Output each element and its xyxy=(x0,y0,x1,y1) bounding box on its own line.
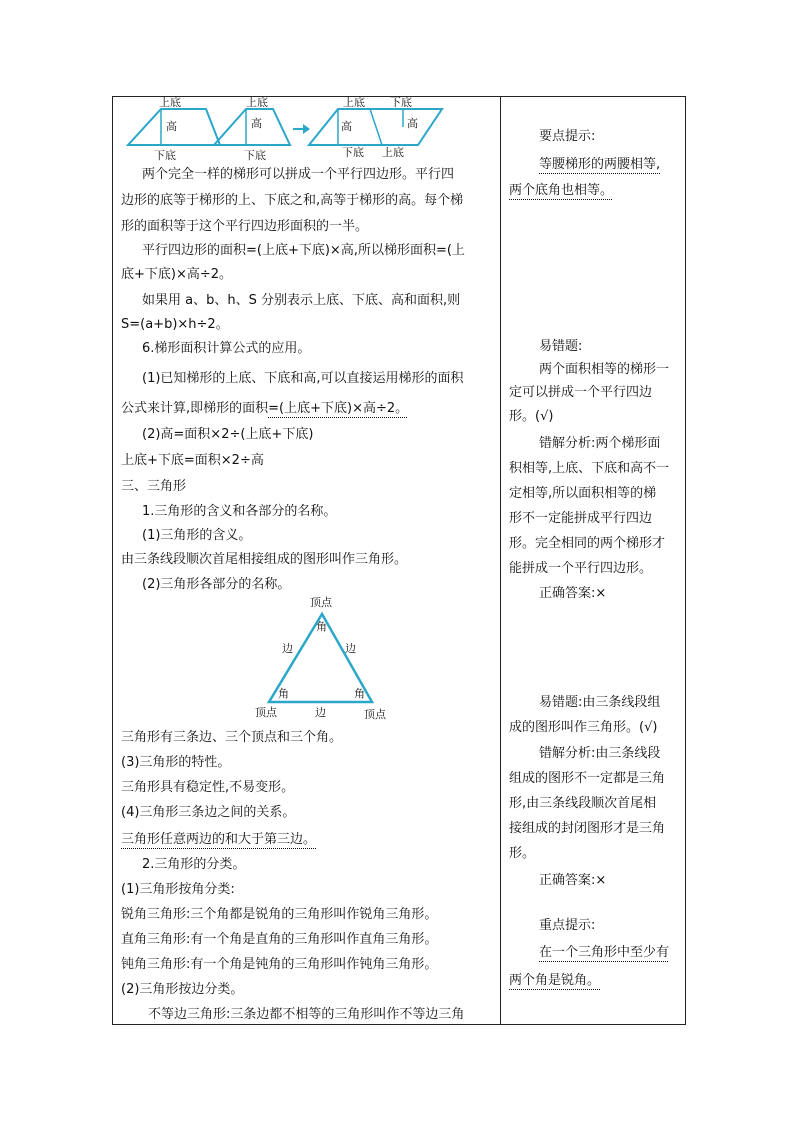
emphasis-text: 两个角是锐角。 xyxy=(509,973,601,988)
angle-label: 角 xyxy=(316,620,327,633)
arrow-icon xyxy=(303,124,310,134)
paragraph-line: 两个完全一样的梯形可以拼成一个平行四边形。平行四 xyxy=(142,167,455,182)
answer-line: 正确答案:× xyxy=(539,586,607,601)
paragraph-line: 由三条线段顺次首尾相接组成的图形叫作三角形。 xyxy=(121,552,408,567)
emphasis-text: 在一个三角形中至少有 xyxy=(539,945,670,960)
paragraph-line: 1.三角形的含义和各部分的名称。 xyxy=(142,504,337,519)
side-label: 边 xyxy=(282,642,293,655)
note-line: 成的图形叫作三角形。(√) xyxy=(509,720,658,735)
paragraph-line: 钝角三角形:有一个角是钝角的三角形叫作钝角三角形。 xyxy=(121,957,438,972)
emphasis-text: 两个底角也相等。 xyxy=(509,183,614,198)
formula-line: S=(a+b)×h÷2。 xyxy=(121,317,229,332)
note-line: 两个面积相等的梯形一 xyxy=(539,362,670,377)
label-bottom: 下底 xyxy=(342,146,364,159)
paragraph-line: 三角形具有稳定性,不易变形。 xyxy=(121,780,295,795)
note-line: 错解分析:两个梯形面 xyxy=(539,436,661,451)
note-line: 形。完全相同的两个梯形才 xyxy=(509,536,666,551)
tip-heading: 易错题:由三条线段组 xyxy=(539,695,661,710)
label-bottom: 下底 xyxy=(244,149,266,162)
vertex-label: 顶点 xyxy=(364,708,386,721)
section-heading: 2.三角形的分类。 xyxy=(142,857,246,872)
emphasis-text: 三角形任意两边的和大于第三边。 xyxy=(121,832,317,847)
note-line: 积相等,上底、下底和高不一 xyxy=(509,461,670,476)
label-height: 高 xyxy=(166,120,177,133)
label-bottom: 下底 xyxy=(154,149,176,162)
label-bottom: 下底 xyxy=(390,96,412,109)
emphasis-text: 等腰梯形的两腰相等, xyxy=(539,157,661,172)
paragraph-line: (1)三角形的含义。 xyxy=(142,528,252,543)
label-top: 上底 xyxy=(246,96,268,109)
paragraph-line: 上底+下底=面积×2÷高 xyxy=(121,453,264,468)
vertex-label: 顶点 xyxy=(255,706,277,719)
label-top: 上底 xyxy=(343,96,365,109)
emphasis-text: =(上底+下底)×高÷2。 xyxy=(268,401,409,416)
note-line: 组成的图形不一定都是三角 xyxy=(509,771,666,786)
paragraph-line: 三角形有三条边、三个顶点和三个角。 xyxy=(121,730,343,745)
note-line: 形,由三条线段顺次首尾相 xyxy=(509,796,657,811)
label-top: 上底 xyxy=(382,146,404,159)
tip-heading: 要点提示: xyxy=(539,129,596,144)
paragraph-line: 形的面积等于这个平行四边形面积的一半。 xyxy=(121,219,369,234)
angle-label: 角 xyxy=(354,687,365,700)
section-heading: 三、三角形 xyxy=(121,479,187,494)
trapezoid-diagram xyxy=(118,96,448,162)
text-span: 公式来计算,即梯形的面积 xyxy=(121,401,269,416)
side-label: 边 xyxy=(345,642,356,655)
paragraph-line: (3)三角形的特性。 xyxy=(121,755,231,770)
note-line: 能拼成一个平行四边形。 xyxy=(509,561,653,576)
paragraph-line: (2)高=面积×2÷(上底+下底) xyxy=(142,427,314,442)
triangle-diagram xyxy=(248,594,398,724)
paragraph-line: (2)三角形各部分的名称。 xyxy=(142,577,291,592)
label-height: 高 xyxy=(341,120,352,133)
paragraph-line: (2)三角形按边分类。 xyxy=(121,982,244,997)
note-line: 定相等,所以面积相等的梯 xyxy=(509,486,657,501)
note-line: 形不一定能拼成平行四边 xyxy=(509,511,653,526)
paragraph-line: (1)三角形按角分类: xyxy=(121,882,235,897)
vertex-label: 顶点 xyxy=(310,596,332,609)
paragraph-line: 如果用 a、b、h、S 分别表示上底、下底、高和面积,则 xyxy=(142,293,461,308)
answer-line: 正确答案:× xyxy=(539,873,607,888)
note-line: 形。(√) xyxy=(509,409,554,424)
column-divider xyxy=(500,96,501,1025)
paragraph-line: (4)三角形三条边之间的关系。 xyxy=(121,805,296,820)
note-line: 错解分析:由三条线段 xyxy=(539,746,661,761)
paragraph-line: 底+下底)×高÷2。 xyxy=(121,267,233,282)
section-heading: 6.梯形面积计算公式的应用。 xyxy=(142,341,311,356)
note-line: 形。 xyxy=(509,846,536,861)
label-height: 高 xyxy=(407,117,418,130)
label-height: 高 xyxy=(251,117,262,130)
paragraph-line: 平行四边形的面积=(上底+下底)×高,所以梯形面积=(上 xyxy=(142,243,465,258)
angle-label: 角 xyxy=(278,687,289,700)
paragraph-line xyxy=(121,400,408,418)
label-top: 上底 xyxy=(159,96,181,109)
note-line: 接组成的封闭图形才是三角 xyxy=(509,821,666,836)
paragraph-line: 边形的底等于梯形的上、下底之和,高等于梯形的高。每个梯 xyxy=(121,193,464,208)
note-line: 定可以拼成一个平行四边 xyxy=(509,385,653,400)
tip-heading: 易错题: xyxy=(539,339,583,354)
side-label: 边 xyxy=(315,706,326,719)
paragraph-line: 直角三角形:有一个角是直角的三角形叫作直角三角形。 xyxy=(121,932,438,947)
paragraph-line: 不等边三角形:三条边都不相等的三角形叫作不等边三角 xyxy=(148,1007,465,1022)
paragraph-line: 锐角三角形:三个角都是锐角的三角形叫作锐角三角形。 xyxy=(121,907,438,922)
paragraph-line: (1)已知梯形的上底、下底和高,可以直接运用梯形的面积 xyxy=(142,371,464,386)
tip-heading: 重点提示: xyxy=(539,918,596,933)
